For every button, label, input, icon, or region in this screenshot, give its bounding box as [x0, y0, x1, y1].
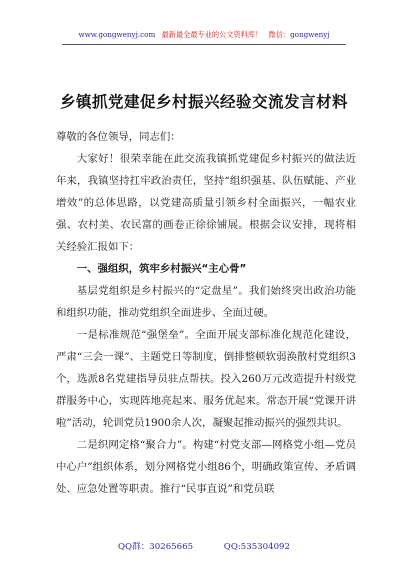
section1-paragraph: 基层党组织是乡村振兴的“定盘星”。我们始终突出政治功能和组织功能，推动党组织全面进步、全面过硬。 [56, 285, 356, 319]
section-heading-1: 一、强组织，筑牢乡村振兴“主心骨” [76, 263, 247, 275]
page-footer [0, 540, 408, 552]
document-body [56, 126, 356, 500]
header-slogan: 最新最全最专业的公文资料库！ [161, 30, 263, 39]
header-divider [62, 44, 346, 45]
header-wechat-id: gongwenyj [290, 30, 330, 39]
section1-paragraph: 一是标准规范“强堡垒”。全面开展支部标准化规范化建设，严肃“三会一课”、主题党日等制度，倒排整顿软弱涣散村党组织3个，选派8名党建指导员驻点帮扶。投入260万元改造提升村级党群服务中心，实现阵地亮起来、服务优起来。常态开展“党课开讲啦”活动，轮训党员1900余人次，凝聚起推动振兴的强烈共识。 [56, 329, 356, 429]
intro-paragraph: 大家好！很荣幸能在此交流我镇抓党建促乡村振兴的做法近年来，我镇坚持扛牢政治责任，坚持“组织强基、队伍赋能、产业增效”的总体思路，以党建高质量引领乡村全面振兴，一幅农业强、农村美、农民富的画卷正徐徐铺展。根据会议安排，现将相关经验汇报如下： [56, 153, 356, 253]
footer-qq-group: QQ群：30265665 [118, 542, 194, 552]
salutation: 尊敬的各位领导，同志们： [56, 131, 181, 143]
document-title: 乡镇抓党建促乡村振兴经验交流发言材料 [59, 93, 348, 111]
header-wechat-label: 微信： [268, 30, 291, 39]
section1-paragraph: 二是织网定格“聚合力”。构建“村党支部—网格党小组—党员中心户”组织体系，划分网格党小组86个，明确政策宣传、矛盾调处、应急处置等职责。推行“民事直说”和党员联 [56, 439, 356, 495]
header-url[interactable]: www.gongwenyj.com [78, 30, 156, 39]
page-header [40, 30, 368, 44]
footer-qq: QQ:535304092 [223, 542, 290, 552]
